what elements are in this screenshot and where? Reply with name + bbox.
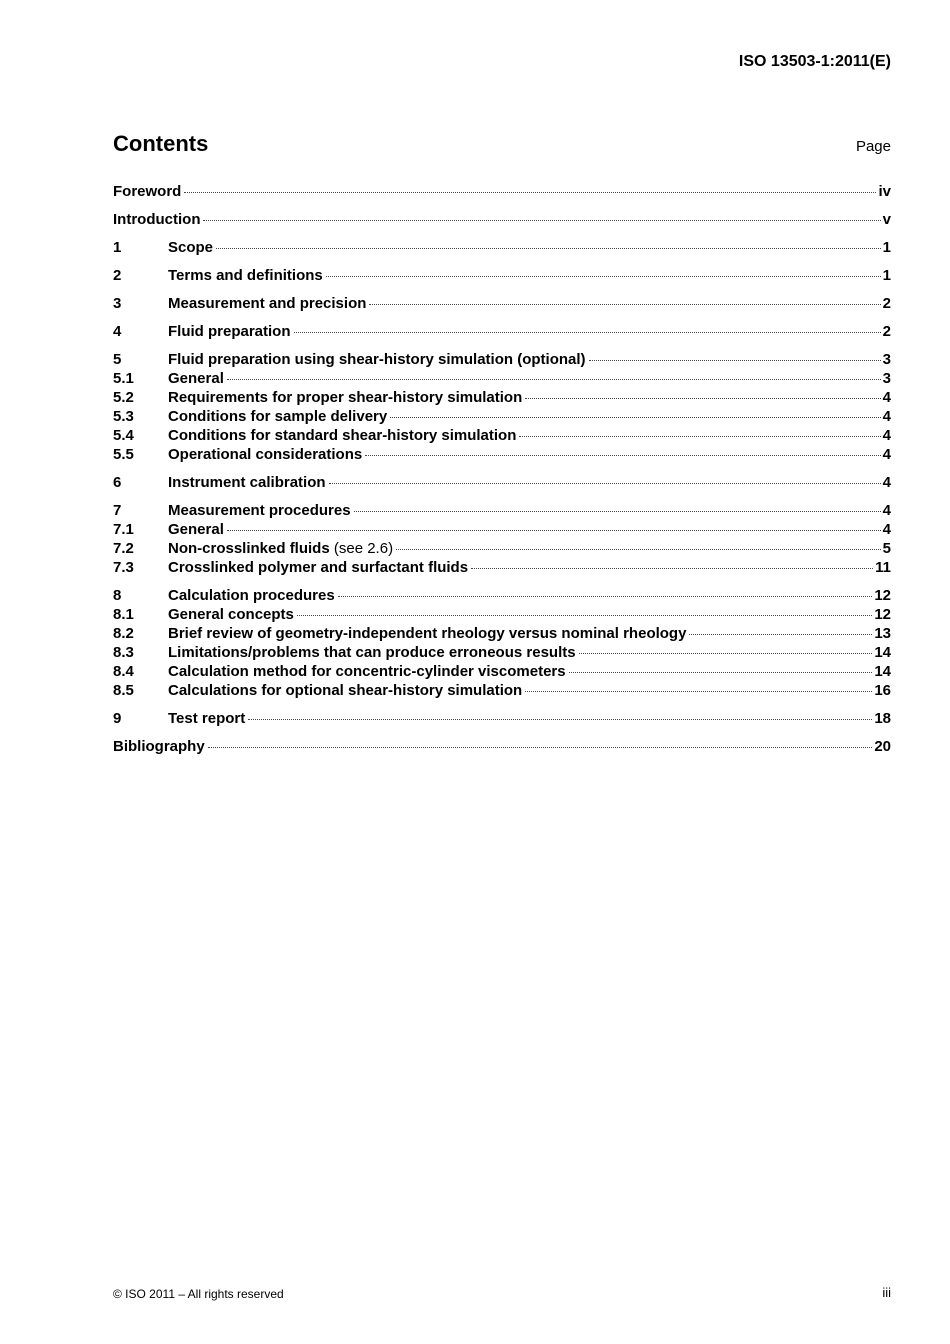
toc-section-title: Introduction [113, 211, 201, 228]
toc-entry[interactable] [113, 266, 891, 285]
toc-page-number: 4 [882, 389, 891, 406]
toc-entry[interactable] [113, 238, 891, 257]
toc-section-number: 5 [113, 351, 122, 368]
toc-entry[interactable] [113, 643, 891, 662]
toc-entry[interactable] [113, 709, 891, 728]
toc-section-number: 5.5 [113, 446, 134, 463]
toc-section-title: Test report [168, 710, 246, 727]
toc-page-number: 12 [874, 587, 891, 604]
page-column-label: Page [855, 138, 891, 155]
dot-leader [203, 220, 880, 221]
toc-section-number: 8.3 [113, 644, 134, 661]
dot-leader [390, 417, 880, 418]
toc-entry[interactable] [113, 445, 891, 464]
toc-page-number: 3 [882, 351, 891, 368]
dot-leader [248, 719, 872, 720]
dot-leader [525, 691, 872, 692]
toc-entry[interactable] [113, 182, 891, 201]
contents-title: Contents [113, 131, 209, 156]
toc-section-number: 5.3 [113, 408, 134, 425]
footer-copyright: © ISO 2011 – All rights reserved [113, 1287, 284, 1301]
toc-entry[interactable] [113, 539, 891, 558]
toc-section-title: Calculations for optional shear-history simulation [168, 682, 523, 699]
toc-entry[interactable] [113, 624, 891, 643]
toc-entry[interactable] [113, 520, 891, 539]
toc-section-title: General [168, 370, 224, 387]
dot-leader [338, 596, 873, 597]
toc-page-number: 2 [882, 295, 891, 312]
toc-section-title: Crosslinked polymer and surfactant fluids [168, 559, 469, 576]
toc-section-number: 7.3 [113, 559, 134, 576]
toc-page-number: 14 [874, 644, 891, 661]
toc-section-number: 5.1 [113, 370, 134, 387]
toc-section-number: 9 [113, 710, 122, 727]
toc-section-number: 8 [113, 587, 122, 604]
toc-page-number: iv [878, 183, 891, 200]
toc-page-number: 5 [882, 540, 891, 557]
toc-entry[interactable] [113, 369, 891, 388]
toc-entry[interactable] [113, 737, 891, 756]
dot-leader [471, 568, 873, 569]
toc-section-title: Brief review of geometry-independent rheology versus nominal rheology [168, 625, 687, 642]
toc-section-reference: (see 2.6) [329, 540, 394, 557]
toc-entry[interactable] [113, 294, 891, 313]
toc-section-number: 6 [113, 474, 122, 491]
toc-entry[interactable] [113, 605, 891, 624]
toc-section-number: 5.4 [113, 427, 134, 444]
toc-section-number: 7 [113, 502, 122, 519]
toc-page-number: 3 [882, 370, 891, 387]
toc-section-title: Conditions for standard shear-history simulation [168, 427, 517, 444]
toc-section-title: Measurement procedures [168, 502, 351, 519]
dot-leader [525, 398, 880, 399]
toc-entry[interactable] [113, 426, 891, 445]
toc-section-title: Calculation method for concentric-cylinder viscometers [168, 663, 566, 680]
toc-section-title: Instrument calibration [168, 474, 326, 491]
toc-page-number: 4 [882, 446, 891, 463]
dot-leader [227, 379, 881, 380]
toc-section-number: 5.2 [113, 389, 134, 406]
toc-section-title: Requirements for proper shear-history simulation [168, 389, 523, 406]
toc-page-number: 16 [874, 682, 891, 699]
toc-section-number: 8.5 [113, 682, 134, 699]
toc-section-title: Limitations/problems that can produce erroneous results [168, 644, 576, 661]
dot-leader [294, 332, 881, 333]
dot-leader [365, 455, 880, 456]
dot-leader [184, 192, 876, 193]
dot-leader [579, 653, 873, 654]
toc-section-number: 2 [113, 267, 122, 284]
dot-leader [369, 304, 880, 305]
toc-section-number: 8.2 [113, 625, 134, 642]
dot-leader [326, 276, 881, 277]
toc-page-number: v [882, 211, 891, 228]
toc-section-title: Terms and definitions [168, 267, 323, 284]
dot-leader [519, 436, 880, 437]
toc-section-number: 8.4 [113, 663, 134, 680]
toc-section-title: Calculation procedures [168, 587, 335, 604]
toc-section-title: Bibliography [113, 738, 205, 755]
table-of-contents [113, 182, 891, 756]
toc-entry[interactable] [113, 388, 891, 407]
dot-leader [227, 530, 881, 531]
toc-entry[interactable] [113, 473, 891, 492]
toc-entry[interactable] [113, 681, 891, 700]
toc-entry[interactable] [113, 501, 891, 520]
toc-section-title: Fluid preparation [168, 323, 291, 340]
dot-leader [208, 747, 873, 748]
dot-leader [396, 549, 881, 550]
toc-section-number: 1 [113, 239, 122, 256]
toc-page-number: 4 [882, 521, 891, 538]
toc-entry[interactable] [113, 662, 891, 681]
toc-page-number: 13 [874, 625, 891, 642]
dot-leader [297, 615, 872, 616]
toc-section-number: 3 [113, 295, 122, 312]
toc-page-number: 11 [875, 559, 891, 576]
toc-page-number: 2 [882, 323, 891, 340]
toc-section-number: 7.1 [113, 521, 134, 538]
toc-page-number: 4 [882, 474, 891, 491]
toc-page-number: 4 [882, 427, 891, 444]
toc-section-title: Operational considerations [168, 446, 363, 463]
toc-section-title: Fluid preparation using shear-history simulation (optional) [168, 351, 586, 368]
toc-page-number: 4 [882, 502, 891, 519]
toc-page-number: 20 [874, 738, 891, 755]
toc-section-title: Non-crosslinked fluids (see 2.6) [168, 540, 394, 557]
dot-leader [216, 248, 881, 249]
toc-section-title: Conditions for sample delivery [168, 408, 388, 425]
toc-section-title: Foreword [113, 183, 182, 200]
toc-entry[interactable] [113, 558, 891, 577]
toc-section-number: 8.1 [113, 606, 134, 623]
toc-section-number: 4 [113, 323, 122, 340]
footer-page-number: iii [882, 1285, 891, 1300]
toc-section-title: Measurement and precision [168, 295, 367, 312]
toc-entry[interactable] [113, 586, 891, 605]
dot-leader [354, 511, 881, 512]
toc-section-title: General concepts [168, 606, 294, 623]
dot-leader [569, 672, 873, 673]
toc-entry[interactable] [113, 210, 891, 229]
toc-section-title: Scope [168, 239, 214, 256]
toc-section-title: General [168, 521, 224, 538]
toc-page-number: 1 [882, 239, 891, 256]
dot-leader [589, 360, 881, 361]
toc-page-number: 14 [874, 663, 891, 680]
toc-section-number: 7.2 [113, 540, 134, 557]
toc-entry[interactable] [113, 407, 891, 426]
toc-page-number: 4 [882, 408, 891, 425]
document-id: ISO 13503-1:2011(E) [738, 53, 891, 70]
toc-page-number: 1 [882, 267, 891, 284]
toc-entry[interactable] [113, 350, 891, 369]
toc-page-number: 18 [874, 710, 891, 727]
toc-entry[interactable] [113, 322, 891, 341]
dot-leader [329, 483, 881, 484]
toc-page-number: 12 [874, 606, 891, 623]
dot-leader [689, 634, 872, 635]
